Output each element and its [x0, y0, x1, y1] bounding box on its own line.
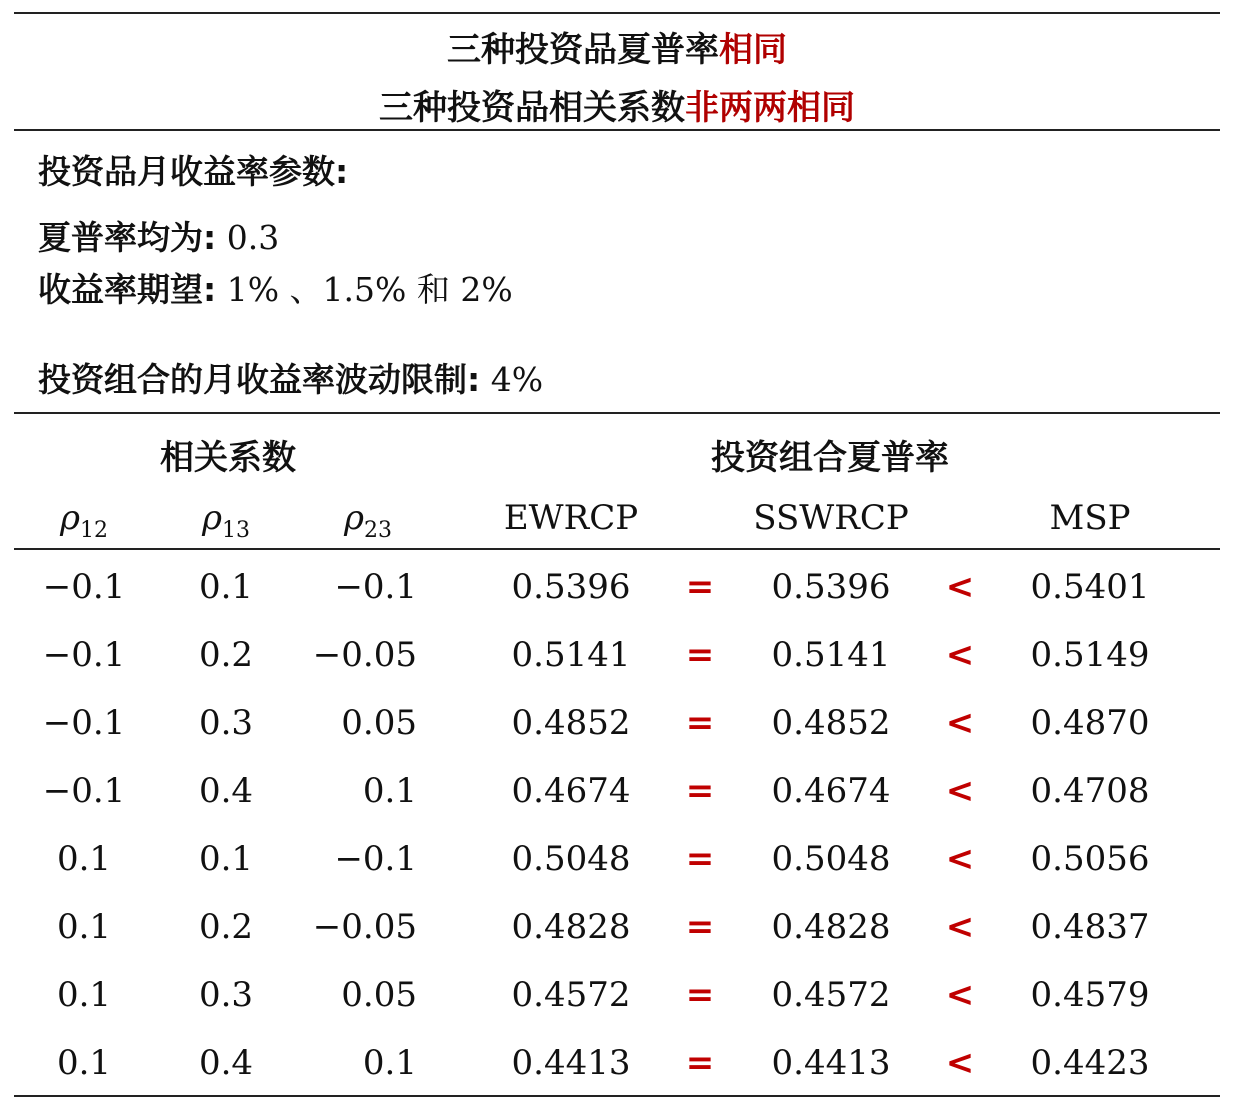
cell-rho23: −0.05 [312, 635, 417, 675]
cell-rho23: 0.05 [341, 975, 417, 1015]
cell-ewrcp: 0.4828 [511, 907, 631, 947]
cell-sswrcp: 0.5396 [771, 567, 891, 607]
table-row [0, 757, 1233, 825]
less-than-operator: < [945, 839, 975, 879]
cell-msp: 0.4837 [1030, 907, 1150, 947]
table-row [0, 893, 1233, 961]
cell-msp: 0.5149 [1030, 635, 1150, 675]
table-row [0, 825, 1233, 893]
param-volatility-label: 投资组合的月收益率波动限制: [38, 360, 481, 399]
table-row [0, 553, 1233, 621]
param-volatility [38, 354, 543, 401]
rho-subscript: 23 [364, 517, 392, 543]
cell-ewrcp: 0.5396 [511, 567, 631, 607]
bottom-rule [14, 1095, 1220, 1097]
title-line-1 [14, 22, 1220, 71]
equals-operator: = [685, 907, 715, 947]
cell-ewrcp: 0.4852 [511, 703, 631, 743]
cell-rho12: −0.1 [42, 771, 126, 811]
cell-msp: 0.4423 [1030, 1043, 1150, 1083]
cell-rho23: −0.1 [334, 567, 417, 607]
cell-ewrcp: 0.4572 [511, 975, 631, 1015]
cell-rho23: 0.1 [362, 1043, 417, 1083]
equals-operator: = [685, 771, 715, 811]
header-msp: MSP [1049, 498, 1131, 538]
param-sharpe-value: 0.3 [226, 218, 280, 257]
title-rule [14, 129, 1220, 131]
less-than-operator: < [945, 1043, 975, 1083]
cell-ewrcp: 0.4413 [511, 1043, 631, 1083]
top-rule [14, 12, 1220, 14]
cell-msp: 0.4870 [1030, 703, 1150, 743]
title-line-2-prefix: 三种投资品相关系数 [379, 88, 685, 128]
cell-rho13: 0.4 [198, 1043, 254, 1083]
less-than-operator: < [945, 567, 975, 607]
param-expectation-value: 1% 、1.5% 和 2% [226, 270, 513, 309]
equals-operator: = [685, 839, 715, 879]
param-volatility-value: 4% [490, 360, 544, 399]
table-row [0, 689, 1233, 757]
rho-symbol: ρ [344, 498, 364, 538]
equals-operator: = [685, 703, 715, 743]
cell-sswrcp: 0.4852 [771, 703, 891, 743]
param-sharpe [38, 212, 279, 259]
title-line-1-prefix: 三种投资品夏普率 [447, 30, 719, 70]
cell-rho12: 0.1 [56, 907, 112, 947]
cell-msp: 0.4579 [1030, 975, 1150, 1015]
table-row [0, 1029, 1233, 1097]
header-rho-12 [60, 498, 108, 543]
header-ewrcp: EWRCP [503, 498, 639, 538]
cell-rho12: 0.1 [56, 839, 112, 879]
group-header-correlation: 相关系数 [160, 438, 296, 478]
cell-sswrcp: 0.4674 [771, 771, 891, 811]
equals-operator: = [685, 635, 715, 675]
title-line-2 [14, 80, 1220, 129]
equals-operator: = [685, 1043, 715, 1083]
cell-msp: 0.4708 [1030, 771, 1150, 811]
header-rho-23 [344, 498, 392, 543]
title-line-1-accent: 相同 [719, 30, 787, 70]
params-heading-text: 投资品月收益率参数: [38, 152, 349, 191]
param-expectation-label: 收益率期望: [38, 270, 217, 309]
cell-rho12: 0.1 [56, 1043, 112, 1083]
param-expectation [38, 264, 513, 311]
header-rho-13 [202, 498, 250, 543]
less-than-operator: < [945, 635, 975, 675]
cell-sswrcp: 0.5141 [771, 635, 891, 675]
cell-rho12: 0.1 [56, 975, 112, 1015]
cell-sswrcp: 0.4572 [771, 975, 891, 1015]
table-row [0, 961, 1233, 1029]
cell-rho13: 0.2 [198, 907, 254, 947]
rho-subscript: 12 [80, 517, 108, 543]
cell-rho12: −0.1 [42, 703, 126, 743]
less-than-operator: < [945, 703, 975, 743]
rho-symbol: ρ [202, 498, 222, 538]
cell-rho12: −0.1 [42, 635, 126, 675]
rho-symbol: ρ [60, 498, 80, 538]
equals-operator: = [685, 975, 715, 1015]
equals-operator: = [685, 567, 715, 607]
cell-rho13: 0.4 [198, 771, 254, 811]
rho-subscript: 13 [222, 517, 250, 543]
params-rule [14, 412, 1220, 414]
table-row [0, 621, 1233, 689]
header-rule [14, 548, 1220, 550]
cell-rho13: 0.3 [198, 703, 254, 743]
cell-sswrcp: 0.4828 [771, 907, 891, 947]
cell-ewrcp: 0.5048 [511, 839, 631, 879]
less-than-operator: < [945, 975, 975, 1015]
cell-sswrcp: 0.5048 [771, 839, 891, 879]
cell-rho13: 0.1 [198, 567, 254, 607]
cell-rho13: 0.2 [198, 635, 254, 675]
param-sharpe-label: 夏普率均为: [38, 218, 217, 257]
cell-rho23: 0.05 [341, 703, 417, 743]
cell-ewrcp: 0.4674 [511, 771, 631, 811]
cell-msp: 0.5056 [1030, 839, 1150, 879]
cell-rho12: −0.1 [42, 567, 126, 607]
cell-rho23: 0.1 [362, 771, 417, 811]
cell-msp: 0.5401 [1030, 567, 1150, 607]
params-heading [38, 146, 348, 193]
cell-rho13: 0.3 [198, 975, 254, 1015]
cell-rho13: 0.1 [198, 839, 254, 879]
cell-sswrcp: 0.4413 [771, 1043, 891, 1083]
less-than-operator: < [945, 907, 975, 947]
less-than-operator: < [945, 771, 975, 811]
cell-rho23: −0.1 [334, 839, 417, 879]
title-line-2-accent: 非两两相同 [685, 88, 855, 128]
cell-ewrcp: 0.5141 [511, 635, 631, 675]
header-sswrcp: SSWRCP [753, 498, 909, 538]
cell-rho23: −0.05 [312, 907, 417, 947]
group-header-portfolio-sharpe: 投资组合夏普率 [711, 438, 949, 478]
